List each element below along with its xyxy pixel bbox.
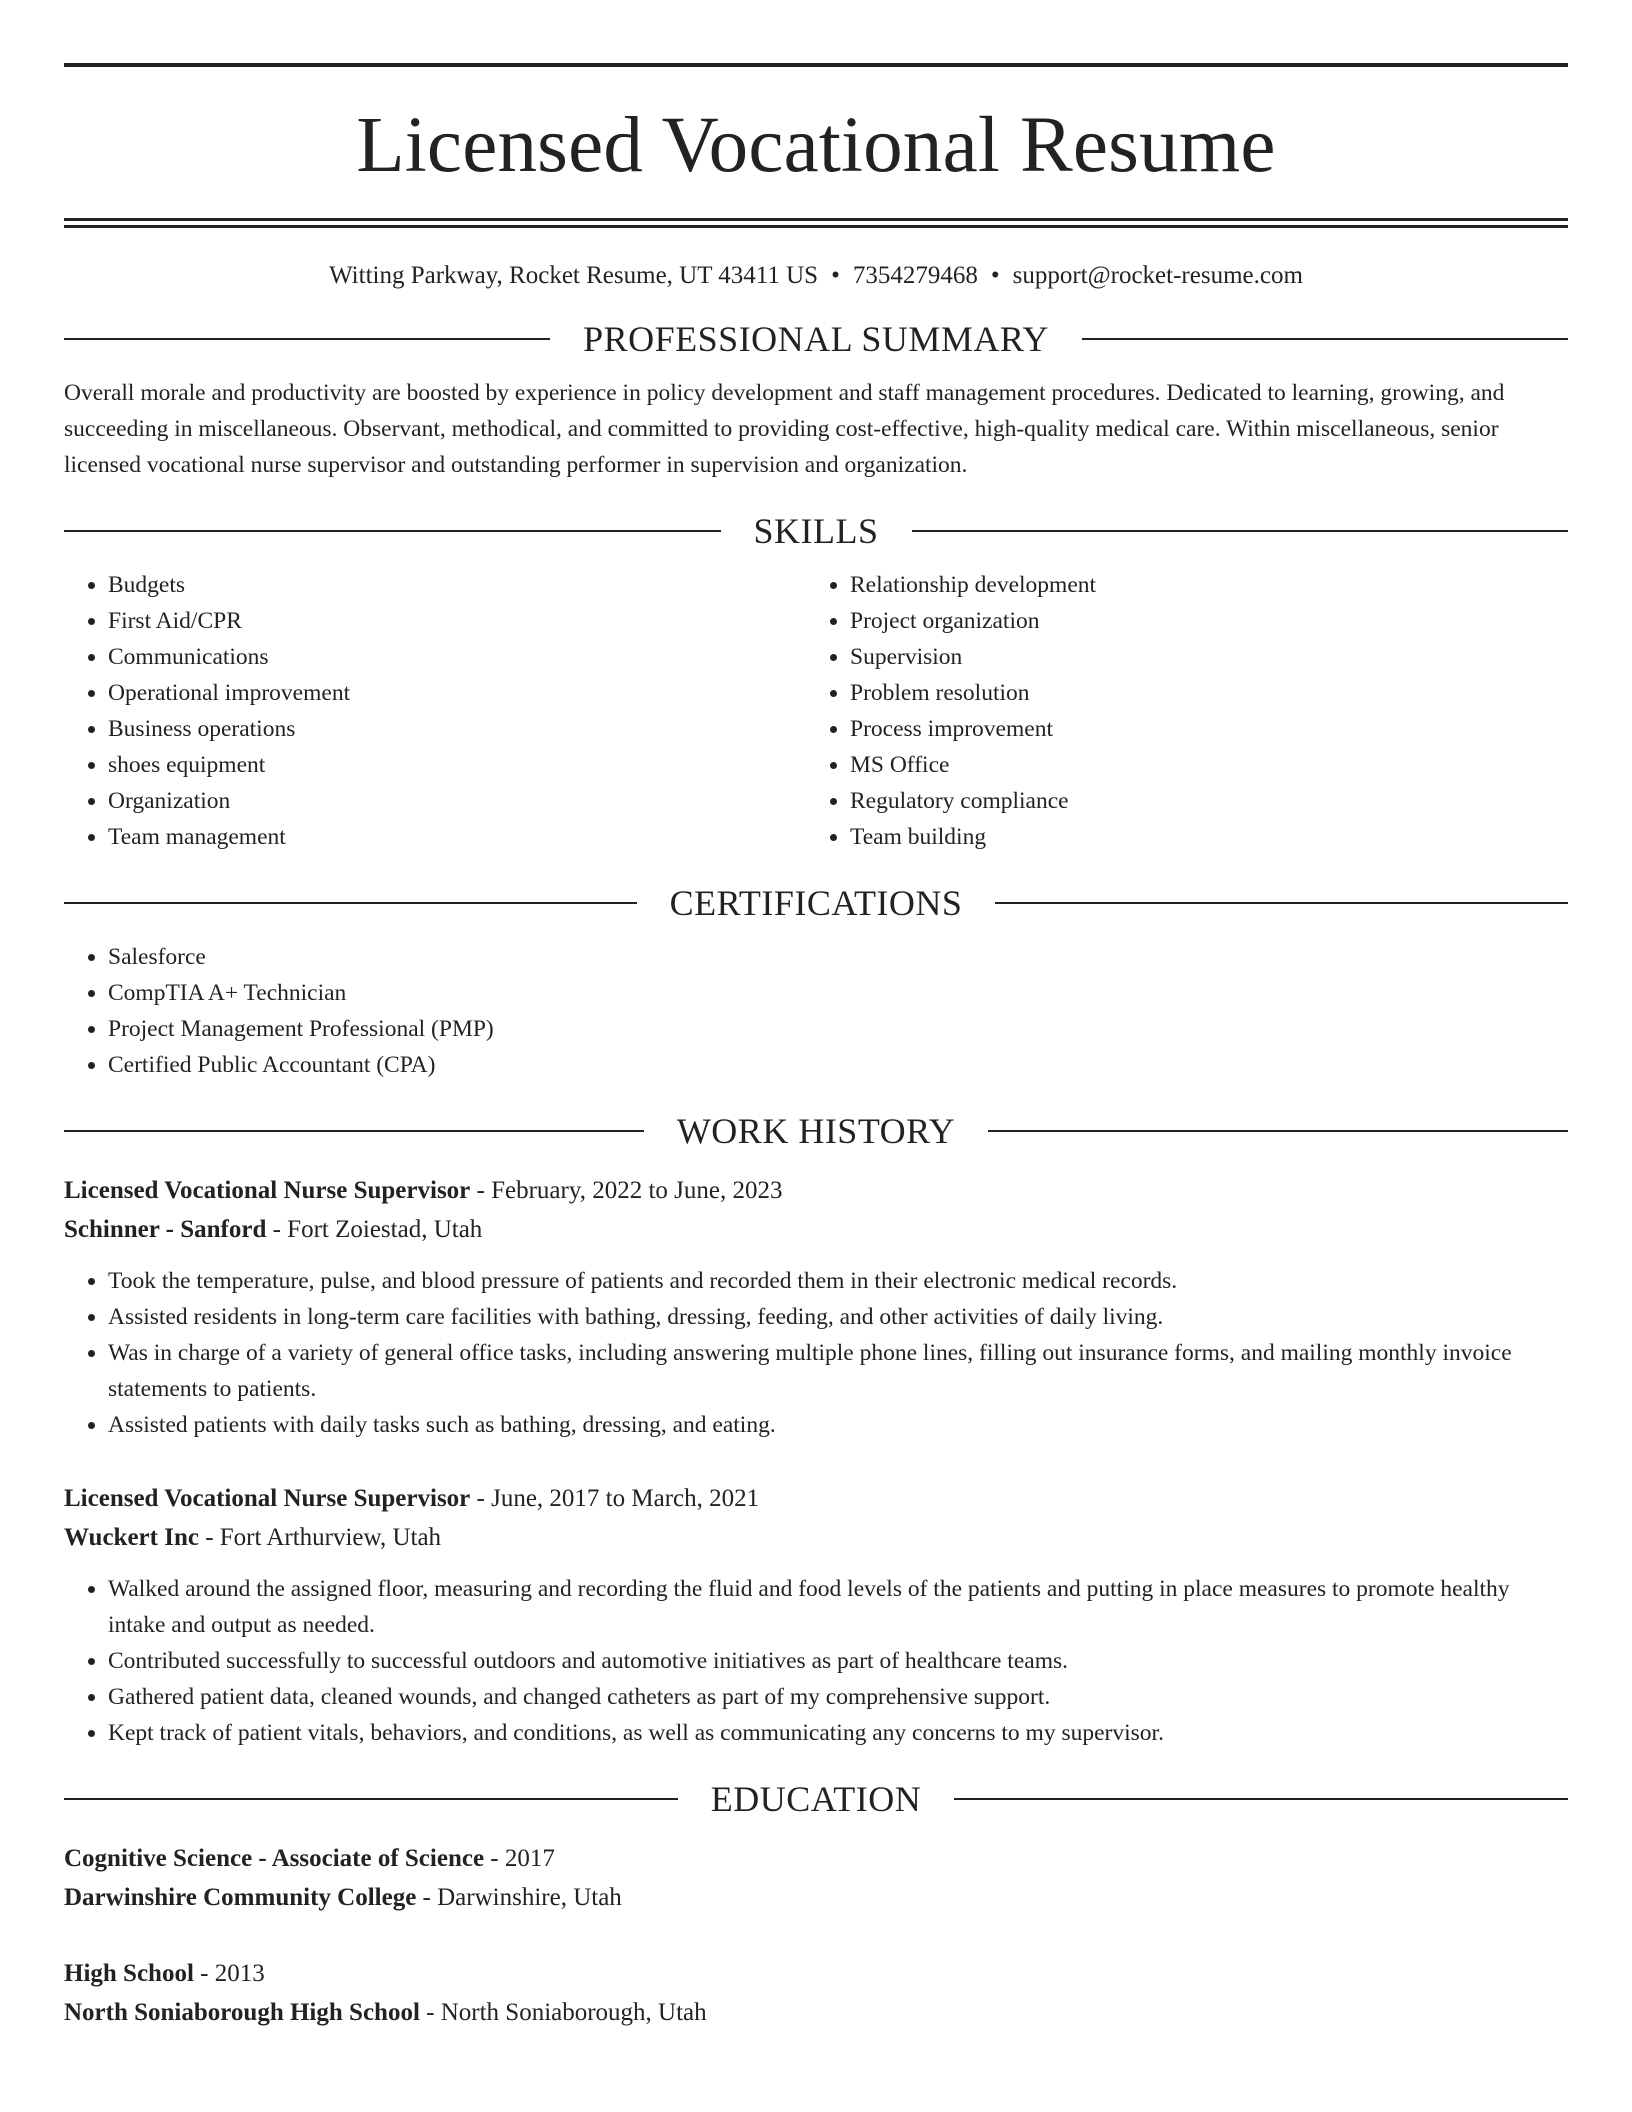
heading-rule <box>64 338 550 340</box>
heading-rule <box>64 1130 644 1132</box>
job-entry <box>64 1479 1568 1751</box>
section-title: WORK HISTORY <box>676 1111 956 1151</box>
job-dates: - June, 2017 to March, 2021 <box>470 1485 760 1512</box>
skill-item: • Organization <box>108 783 806 819</box>
education-year: - 2017 <box>484 1845 555 1872</box>
certifications-list <box>64 939 1568 1083</box>
skill-item: • shoes equipment <box>108 747 806 783</box>
heading-rule <box>1082 338 1568 340</box>
job-title: Licensed Vocational Nurse Supervisor <box>64 1177 471 1204</box>
job-duty: • Walked around the assigned floor, measuring and recording the fluid and food levels of the patients and putting in place measures to promote healthy intake and output as needed. <box>108 1571 1568 1643</box>
contact-phone: 7354279468 <box>852 262 978 289</box>
job-duty: • Assisted residents in long-term care facilities with bathing, dressing, feeding, and other activities of daily living. <box>108 1299 1568 1335</box>
skill-item: • First Aid/CPR <box>108 603 806 639</box>
education-degree: High School <box>64 1960 194 1987</box>
contact-separator: • <box>831 262 840 289</box>
education-degree-line <box>64 1839 1568 1878</box>
skill-item: • Budgets <box>108 567 806 603</box>
job-duty: • Was in charge of a variety of general office tasks, including answering multiple phone lines, filling out insurance forms, and mailing monthly invoice statements to patients. <box>108 1335 1568 1407</box>
section-title: PROFESSIONAL SUMMARY <box>583 319 1049 359</box>
heading-rule <box>988 1130 1568 1132</box>
skill-item: • Operational improvement <box>108 675 806 711</box>
contact-address: Witting Parkway, Rocket Resume, UT 43411 US <box>329 262 819 289</box>
job-title: Licensed Vocational Nurse Supervisor <box>64 1485 471 1512</box>
education-entry <box>64 1954 1568 2032</box>
skill-item: • MS Office <box>850 747 1548 783</box>
skills-column-right <box>806 567 1548 855</box>
section-title: SKILLS <box>753 511 879 551</box>
education-school: North Soniaborough High School <box>64 1999 420 2026</box>
section-title: CERTIFICATIONS <box>669 883 963 923</box>
job-company-line <box>64 1518 1568 1557</box>
section-heading-skills <box>64 509 1568 553</box>
skill-item: • Relationship development <box>850 567 1548 603</box>
section-heading-work-history <box>64 1109 1568 1153</box>
job-company-line <box>64 1210 1568 1249</box>
contact-separator: • <box>990 262 1000 289</box>
section-heading-summary <box>64 317 1568 361</box>
top-rule <box>64 63 1568 67</box>
job-duty: • Contributed successfully to successful outdoors and automotive initiatives as part of healthcare teams. <box>108 1643 1568 1679</box>
resume-title: Licensed Vocational Resume <box>356 102 1276 189</box>
job-company: Schinner - Sanford <box>64 1216 267 1243</box>
skill-item: • Communications <box>108 639 806 675</box>
job-dates: - February, 2022 to June, 2023 <box>470 1177 783 1204</box>
contact-line <box>64 261 1568 291</box>
section-heading-education <box>64 1777 1568 1821</box>
contact-email: support@rocket-resume.com <box>1012 262 1303 289</box>
skill-item: • Process improvement <box>850 711 1548 747</box>
job-company: Wuckert Inc <box>64 1524 199 1551</box>
heading-rule <box>912 530 1569 532</box>
education-school-line <box>64 1878 1568 1917</box>
skill-item: • Business operations <box>108 711 806 747</box>
section-heading-certifications <box>64 881 1568 925</box>
job-duty: • Assisted patients with daily tasks such as bathing, dressing, and eating. <box>108 1407 1568 1443</box>
heading-rule <box>64 902 637 904</box>
title-double-rule <box>64 218 1568 228</box>
certification-item: • Project Management Professional (PMP) <box>108 1011 1568 1047</box>
skill-item: • Team management <box>108 819 806 855</box>
certification-item: • Certified Public Accountant (CPA) <box>108 1047 1568 1083</box>
job-duties <box>64 1571 1568 1751</box>
job-duty: • Gathered patient data, cleaned wounds, and changed catheters as part of my comprehensive support. <box>108 1679 1568 1715</box>
skill-item: • Problem resolution <box>850 675 1548 711</box>
skill-item: • Project organization <box>850 603 1548 639</box>
job-location: - Fort Arthurview, Utah <box>198 1524 442 1551</box>
job-duty: • Took the temperature, pulse, and blood pressure of patients and recorded them in their electronic medical records. <box>108 1263 1568 1299</box>
skills-column-left <box>64 567 806 855</box>
summary-text: Overall morale and productivity are boosted by experience in policy development and staff management procedures. Dedicated to learning, growing, and succeeding in miscellaneous. Observant, methodical, and committed to providing cost-effective, high-quality medical care. Within miscellaneous, senior licensed vocational nurse supervisor and outstanding performer in supervision and organization. <box>64 380 1505 478</box>
education-location: - North Soniaborough, Utah <box>419 1999 707 2026</box>
skill-item: • Regulatory compliance <box>850 783 1548 819</box>
certification-item: • Salesforce <box>108 939 1568 975</box>
job-title-line <box>64 1479 1568 1518</box>
job-duty: • Kept track of patient vitals, behaviors, and conditions, as well as communicating any concerns to my supervisor. <box>108 1715 1568 1751</box>
education-school: Darwinshire Community College <box>64 1884 417 1911</box>
certification-item: • CompTIA A+ Technician <box>108 975 1568 1011</box>
education-degree: Cognitive Science - Associate of Science <box>64 1845 485 1872</box>
job-title-line <box>64 1171 1568 1210</box>
skill-item: • Supervision <box>850 639 1548 675</box>
job-duties <box>64 1263 1568 1443</box>
job-location: - Fort Zoiestad, Utah <box>266 1216 483 1243</box>
education-degree-line <box>64 1954 1568 1993</box>
heading-rule <box>64 530 721 532</box>
skill-item: • Team building <box>850 819 1548 855</box>
education-entry <box>64 1839 1568 1917</box>
heading-rule <box>954 1798 1568 1800</box>
section-title: EDUCATION <box>710 1779 922 1819</box>
job-entry <box>64 1171 1568 1443</box>
education-school-line <box>64 1993 1568 2032</box>
education-location: - Darwinshire, Utah <box>416 1884 622 1911</box>
heading-rule <box>995 902 1568 904</box>
education-year: - 2013 <box>193 1960 265 1987</box>
heading-rule <box>64 1798 678 1800</box>
skills-list <box>64 567 1568 855</box>
